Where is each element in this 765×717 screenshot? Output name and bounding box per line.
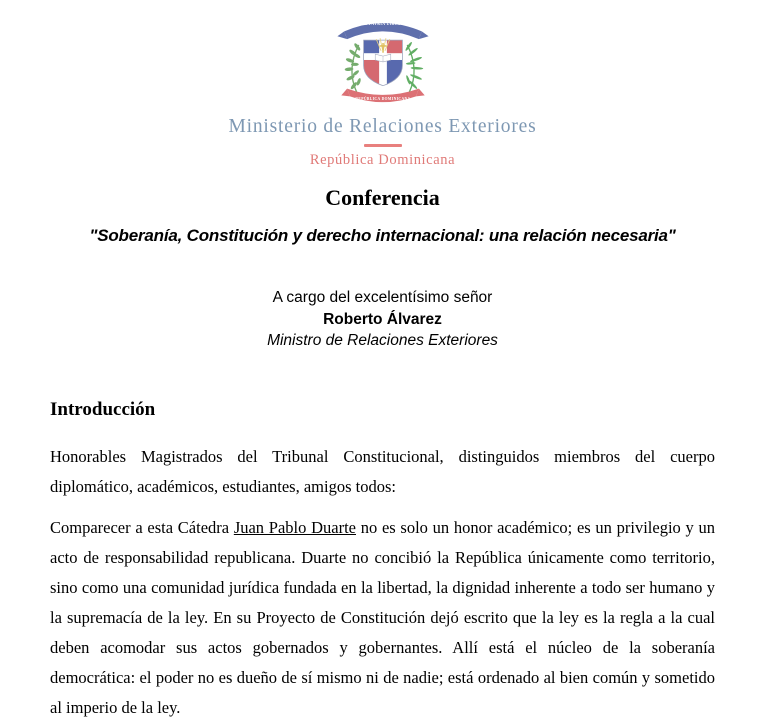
red-divider (364, 144, 402, 147)
section-heading-introduccion: Introducción (50, 398, 156, 420)
palm-branch-icon (404, 41, 423, 92)
bottom-motto-ribbon (341, 89, 424, 103)
speaker-intro: A cargo del excelentísimo señor (272, 289, 493, 306)
underlined-phrase-juan-pablo-duarte: Juan Pablo Duarte (233, 517, 356, 537)
document-title: Conferencia (325, 185, 440, 210)
speaker-block (0, 287, 765, 352)
conference-subtitle: "Soberanía, Constitución y derecho internacional: una relación necesaria" (89, 226, 676, 245)
country-name: República Dominicana (309, 152, 456, 168)
laurel-branch-icon (344, 42, 361, 92)
shield-quarter-top-right (386, 40, 402, 53)
shield-quarter-top-left (363, 40, 379, 53)
paragraph-1: Honorables Magistrados del Tribunal Constitucional, distinguidos miembros del cuerpo diplomático, académicos, estudiantes, amigos todos: (50, 446, 715, 496)
shield-quarter-bottom-left (363, 60, 379, 86)
document-header (0, 0, 765, 169)
top-motto-ribbon (337, 22, 428, 39)
speaker-role: Ministro de Relaciones Exteriores (267, 332, 498, 349)
ministry-name: Ministerio de Relaciones Exteriores (228, 116, 537, 137)
paragraph-2-text-before: Comparecer a esta Cátedra (50, 517, 234, 537)
shield-quarter-bottom-right (386, 60, 402, 86)
speaker-name: Roberto Álvarez (323, 310, 442, 328)
shield (363, 38, 402, 86)
motto-bottom-text: REPÚBLICA DOMINICANA (354, 96, 411, 101)
paragraph-2 (50, 513, 715, 717)
motto-top-text: DIOS PATRIA LIBERTAD (355, 22, 410, 27)
paragraph-2-text-after: no es solo un honor académico; es un privilegio y un acto de responsabilidad republicana. Duarte no concibió la República únicamente como territorio, sino como una comunidad jurídica fundada en la libertad, la dignidad inherente a todo ser humano y la supremacía de la ley. En su Proyecto de Constitución dejó escrito que la ley es la regla a la cual deben acomodar sus actos gobernados y gobernantes. Allí está el núcleo de la soberanía democrática: el poder no es dueño de sí mismo ni de nadie; está ordenado al bien común y sometido al imperio de la ley. (50, 517, 716, 717)
dominican-coat-of-arms-icon (319, 11, 447, 108)
